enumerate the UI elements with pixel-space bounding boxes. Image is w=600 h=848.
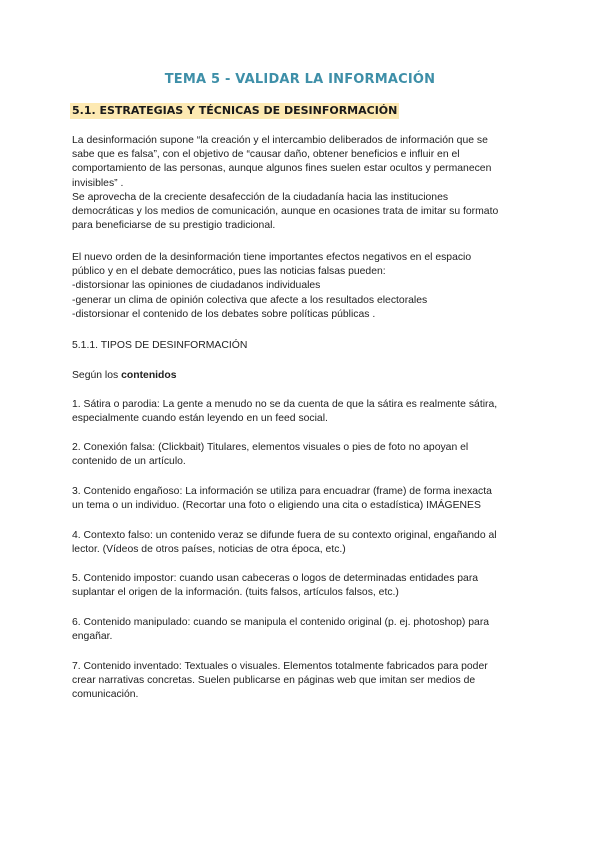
text-line: engañar. bbox=[72, 631, 113, 643]
page-title: TEMA 5 - VALIDAR LA INFORMACIÓN bbox=[164, 72, 436, 87]
text-line: crear narrativas concretas. Suelen publicarse en páginas web que imitan ser medios de bbox=[72, 675, 476, 687]
text-line: 2. Conexión falsa: (Clickbait) Titulares, elementos visuales o pies de foto no apoyan el bbox=[72, 442, 469, 453]
text-line: lector. (Vídeos de otros países, noticias de otra época, etc.) bbox=[72, 544, 346, 556]
disinformation-type-3 bbox=[72, 485, 534, 513]
text-line: especialmente cuando están leyendo en un feed social. bbox=[72, 413, 328, 425]
text-line: comunicación. bbox=[72, 689, 139, 701]
subsection-heading: 5.1.1. TIPOS DE DESINFORMACIÓN bbox=[72, 340, 248, 351]
effects-paragraph bbox=[72, 251, 534, 322]
disinformation-type-1 bbox=[72, 398, 534, 426]
text-line: 3. Contenido engañoso: La información se utiliza para encuadrar (frame) de forma inexacta bbox=[72, 486, 492, 497]
intro-paragraph bbox=[72, 134, 534, 233]
text-line: invisibles” . bbox=[72, 177, 124, 189]
text-line: El nuevo orden de la desinformación tiene importantes efectos negativos en el espacio bbox=[72, 252, 472, 263]
text-line: para beneficiarse de su prestigio tradicional. bbox=[72, 220, 276, 232]
text-line: suplantar el origen de la información. (tuits falsos, artículos falsos, etc.) bbox=[72, 587, 399, 599]
text-line: 1. Sátira o parodia: La gente a menudo no se da cuenta de que la sátira es realmente sátira, bbox=[72, 399, 498, 410]
text-line: público y en el debate democrático, pues las noticias falsas pueden: bbox=[72, 266, 386, 278]
text-line: contenido de un artículo. bbox=[72, 456, 186, 468]
text-line: 4. Contexto falso: un contenido veraz se difunde fuera de su contexto original, engañando al bbox=[72, 530, 497, 541]
text-line: 6. Contenido manipulado: cuando se manipula el contenido original (p. ej. photoshop) para bbox=[72, 617, 490, 628]
section-heading: 5.1. ESTRATEGIAS Y TÉCNICAS DE DESINFORMACIÓN bbox=[72, 104, 398, 117]
text-line: comportamiento de las personas, aunque algunos fines suelen estar ocultos y permanecen bbox=[72, 163, 492, 175]
text-line: sabe que es falsa”, con el objetivo de “causar daño, obtener beneficios e influir en el bbox=[72, 149, 460, 161]
contents-label-bold: contenidos bbox=[121, 370, 177, 381]
contents-label-prefix: Según los bbox=[72, 370, 122, 381]
text-line: Se aprovecha de la creciente desafección de la ciudadanía hacia las instituciones bbox=[72, 191, 449, 203]
disinformation-type-6 bbox=[72, 616, 534, 644]
contents-label bbox=[72, 369, 534, 383]
disinformation-type-4 bbox=[72, 529, 534, 557]
text-line: democráticas y los medios de comunicación, aunque en ocasiones trata de imitar su formato bbox=[72, 206, 499, 218]
text-line: un tema o un individuo. (Recortar una foto o eligiendo una cita o estadística) IMÁGENES bbox=[72, 500, 481, 512]
disinformation-type-7 bbox=[72, 660, 534, 703]
text-line: 7. Contenido inventado: Textuales o visuales. Elementos totalmente fabricados para poder bbox=[72, 661, 488, 672]
list-item: -generar un clima de opinión colectiva que afecte a los resultados electorales bbox=[72, 294, 428, 306]
text-line: 5. Contenido impostor: cuando usan cabeceras o logos de determinadas entidades para bbox=[72, 573, 479, 584]
disinformation-type-5 bbox=[72, 572, 534, 600]
disinformation-type-2 bbox=[72, 441, 534, 469]
text-line: La desinformación supone “la creación y el intercambio deliberados de información que se bbox=[72, 135, 488, 146]
list-item: -distorsionar las opiniones de ciudadanos individuales bbox=[72, 280, 321, 292]
list-item: -distorsionar el contenido de los debates sobre políticas públicas . bbox=[72, 308, 376, 320]
